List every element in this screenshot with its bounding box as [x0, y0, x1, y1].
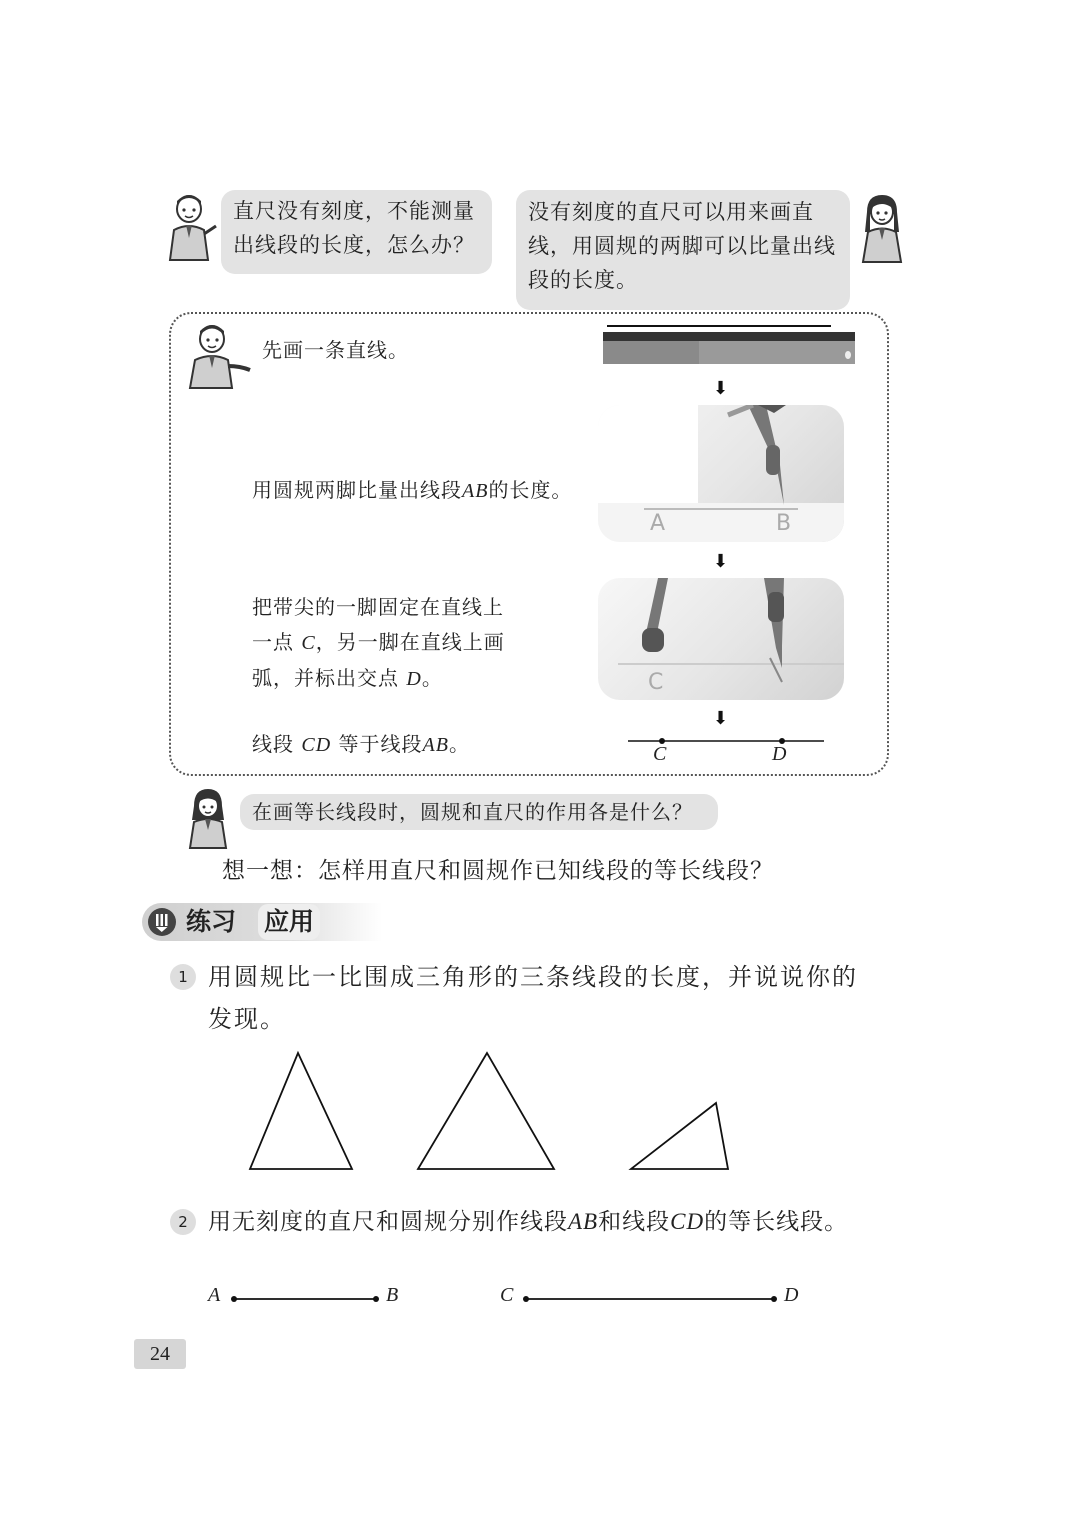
photo1-label-b: B: [776, 511, 792, 536]
task2-post: 的等长线段。: [704, 1209, 849, 1235]
step3-line2-post: ，另一脚在直线上画: [315, 630, 505, 654]
result-label-c: C: [653, 743, 667, 765]
triangle-isosceles: [250, 1053, 352, 1169]
photo2-label-c: C: [648, 670, 664, 695]
step4-mid: 等于线段: [338, 732, 423, 756]
segment-cd-label-d: D: [784, 1284, 799, 1306]
step3-line2-pre: 一点: [252, 630, 294, 654]
step3-variable-d: D: [406, 668, 422, 690]
practice-title-part2: 应用: [258, 904, 320, 940]
step4-pre: 线段: [252, 732, 294, 756]
result-label-d: D: [772, 743, 787, 765]
practice-title-part1: 练习: [186, 907, 237, 936]
segment-ab-label-a: A: [208, 1284, 221, 1306]
girl-speech-text: 没有刻度的直尺可以用来画直线，用圆规的两脚可以比量出线段的长度。: [528, 200, 836, 292]
step4-post: 。: [448, 732, 470, 756]
girl-speech-bubble: [516, 190, 850, 310]
compass-photo-cd: [598, 578, 844, 700]
step2-text-post: 的长度。: [488, 478, 573, 502]
step4-text: [252, 727, 470, 763]
practice-header: [142, 903, 382, 941]
girl-avatar-question: [184, 786, 232, 850]
step4-variable-cd: CD: [301, 734, 332, 756]
step3-line3-post: 。: [421, 666, 443, 690]
segment-ab-label-b: B: [386, 1284, 399, 1306]
task2-variable-cd: CD: [670, 1209, 705, 1234]
segment-cd: [520, 1290, 780, 1302]
step3-line3: [252, 661, 505, 697]
ruler-illustration: [603, 322, 855, 366]
triangles-figure: [240, 1045, 740, 1175]
step2-text: [252, 473, 572, 509]
task2-number-badge: 2: [170, 1209, 196, 1235]
step-arrow-1: ⬇: [713, 378, 729, 399]
task2-pre: 用无刻度的直尺和圆规分别作线段: [208, 1209, 568, 1235]
task1-number-badge: 1: [170, 964, 196, 990]
task2-text: [208, 1201, 848, 1243]
step2-text-pre: 用圆规两脚比量出线段: [252, 478, 462, 502]
step2-variable: AB: [462, 480, 489, 502]
step3-variable-c: C: [301, 632, 316, 654]
think-text: 想一想：怎样用直尺和圆规作已知线段的等长线段？: [222, 858, 774, 884]
triangle-equilateral: [418, 1053, 554, 1169]
triangle-scalene: [631, 1103, 728, 1169]
step-arrow-2: ⬇: [713, 551, 729, 572]
procedure-box: [169, 312, 889, 776]
boy-avatar-small: [186, 322, 252, 390]
segment-ab: [228, 1290, 382, 1302]
photo1-label-a: A: [650, 511, 666, 536]
pencil-icon: [148, 908, 176, 936]
step3-text: [252, 590, 505, 697]
segment-cd-label-c: C: [500, 1284, 514, 1306]
page-number: 24: [134, 1339, 186, 1369]
compass-photo-ab: [598, 405, 844, 542]
task2-mid: 和线段: [598, 1209, 671, 1235]
question-text: 在画等长线段时，圆规和直尺的作用各是什么？: [252, 800, 693, 824]
question-bubble: [240, 794, 718, 830]
girl-avatar: [854, 192, 910, 264]
boy-avatar: [160, 192, 218, 262]
task2-variable-ab: AB: [568, 1209, 599, 1234]
task1-line2: 发现。: [208, 1005, 286, 1033]
boy-speech-bubble: [221, 190, 492, 274]
step-arrow-3: ⬇: [713, 708, 729, 729]
step3-line3-pre: 弧，并标出交点: [252, 666, 399, 690]
task1-line1: 用圆规比一比围成三角形的三条线段的长度，并说说你的: [208, 963, 858, 991]
step3-line2: [252, 625, 505, 661]
step4-variable-ab: AB: [422, 734, 449, 756]
step1-text: 先画一条直线。: [262, 338, 409, 362]
step3-line1: 把带尖的一脚固定在直线上: [252, 595, 504, 619]
boy-speech-text: 直尺没有刻度，不能测量出线段的长度，怎么办？: [233, 199, 475, 257]
task1-text: [208, 956, 858, 1040]
